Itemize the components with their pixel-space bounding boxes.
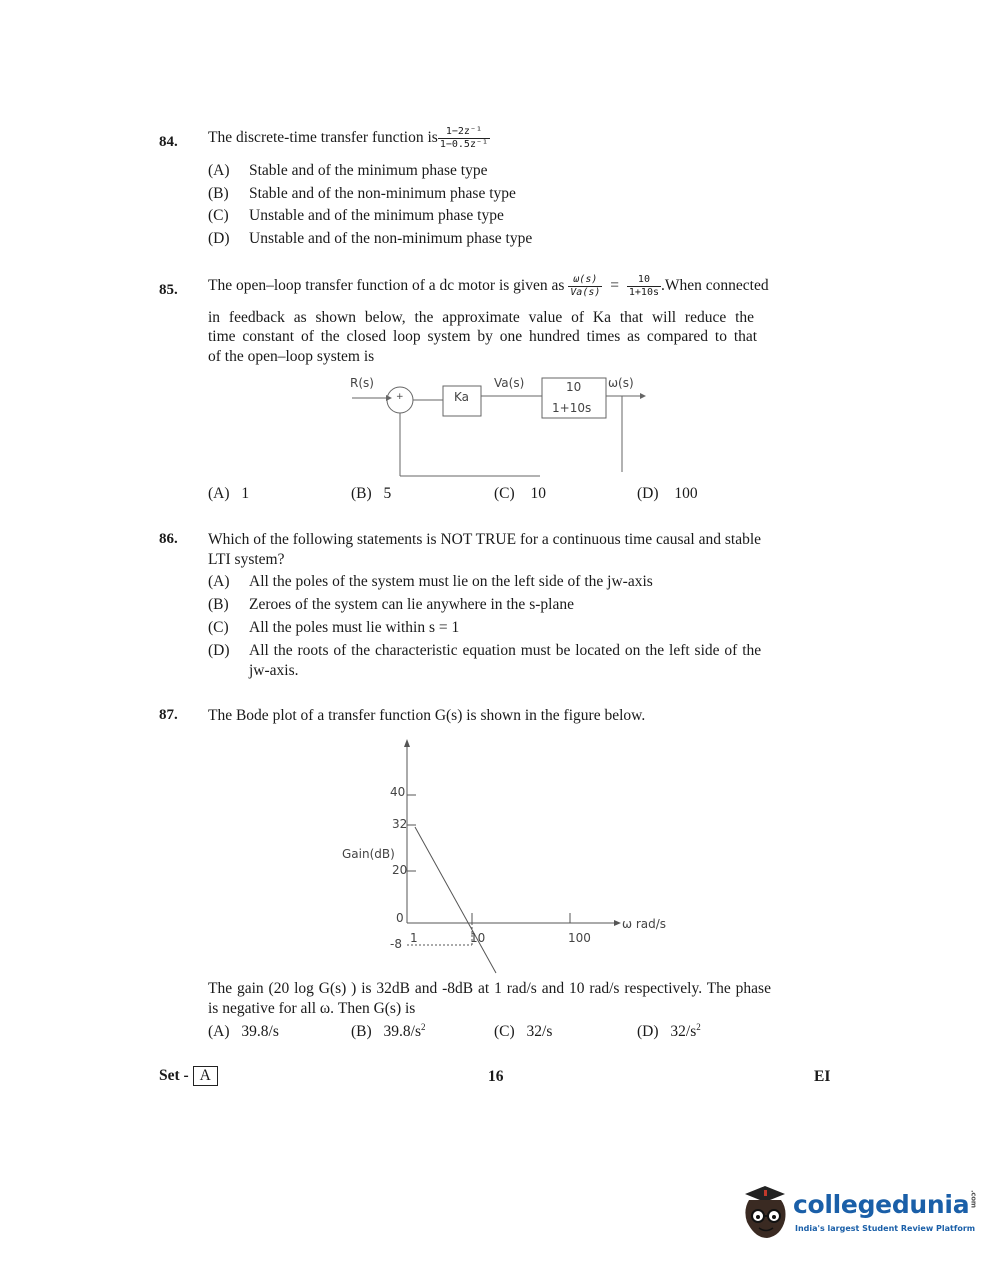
q85-option-b: (B) 5 [351, 485, 392, 502]
plant-denominator: 1+10s [552, 401, 592, 415]
footer-set [159, 1066, 218, 1086]
bode-plot [330, 735, 670, 975]
logo-suffix: .com [969, 1190, 978, 1208]
set-value-box: A [193, 1066, 218, 1086]
ka-label: Ka [454, 390, 470, 404]
r-label: R(s) [350, 376, 374, 390]
q87-stem: The Bode plot of a transfer function G(s) is shown in the figure below. [208, 707, 646, 724]
y-axis-label: Gain(dB) [342, 847, 395, 861]
q84-option-d: (D) Unstable and of the non-minimum phase type [208, 230, 533, 247]
output-label: ω(s) [608, 376, 634, 390]
q87-number: 87. [159, 707, 178, 723]
q84-transfer-function [438, 126, 490, 151]
x-tick-1: 1 [410, 931, 418, 945]
q87-text-line2: is negative for all ω. Then G(s) is [208, 1000, 416, 1017]
q86-stem-line2: LTI system? [208, 551, 285, 568]
q85-option-a: (A) 1 [208, 485, 250, 502]
page-number: 16 [488, 1068, 504, 1085]
q85-stem-line4: of the open–loop system is [208, 348, 375, 365]
q87-option-d: (D) $32/s^2$ [637, 1022, 701, 1041]
q87-option-b: (B) $39.8/s^2$ [351, 1022, 426, 1041]
logo-tagline: India's largest Student Review Platform [795, 1224, 976, 1233]
q84-option-a: (A) Stable and of the minimum phase type [208, 162, 488, 179]
y-tick-32: 32 [392, 817, 408, 831]
y-tick-40: 40 [390, 785, 406, 799]
q85-stem-line2: in feedback as shown below, the approximate value of Ka that will reduce the [208, 309, 755, 326]
sum-sign: + [396, 392, 404, 402]
va-label: Va(s) [494, 376, 525, 390]
q84-number: 84. [159, 134, 178, 150]
q84-tf-denominator: 1−0.5z⁻¹ [439, 139, 489, 150]
logo-wordmark [793, 1190, 977, 1219]
q85-lhs-fraction: $\frac{\omega(s)}{Va(s)}$ [570, 274, 601, 298]
q85-stem-line1 [208, 274, 769, 299]
x-tick-10: 10 [470, 931, 486, 945]
q85-rhs-fraction: $\frac{10}{1+10s}$ [628, 274, 659, 298]
y-tick-minus8: -8 [390, 937, 402, 951]
logo-name: collegedunia [793, 1190, 970, 1219]
q84-tf-numerator: 1−2z⁻¹ [438, 126, 490, 139]
q87-option-a: (A) 39.8/s [208, 1023, 279, 1041]
q86-stem-line1: Which of the following statements is NOT TRUE for a continuous time causal and stable [208, 531, 762, 548]
q85-option-c: (C) 10 [494, 485, 547, 502]
x-axis-label: ω rad/s [622, 917, 667, 931]
q85-stem-line3: time constant of the closed loop system by one hundred times as compared to that [208, 328, 758, 345]
mascot-icon [735, 1180, 795, 1250]
q86-option-c: (C) All the poles must lie within s = 1 [208, 619, 460, 636]
set-prefix: Set - [159, 1067, 189, 1084]
q84-option-b: (B) Stable and of the non-minimum phase type [208, 185, 516, 202]
x-tick-100: 100 [568, 931, 591, 945]
q85-stem-start: The open–loop transfer function of a dc motor is given as [208, 277, 565, 295]
q87-option-c: (C) 32/s [494, 1023, 553, 1041]
q84-stem-text: The discrete-time transfer function is [208, 129, 438, 147]
q86-option-a: (A) All the poles of the system must lie on the left side of the jw-axis [208, 573, 653, 590]
collegedunia-logo [735, 1180, 978, 1250]
plant-numerator: 10 [566, 380, 582, 394]
q86-option-b: (B) Zeroes of the system can lie anywhere in the s-plane [208, 596, 574, 613]
y-tick-20: 20 [392, 863, 408, 877]
q85-stem-end: .When connected [661, 277, 769, 295]
q84-stem [208, 126, 490, 151]
q85-equals: = [610, 277, 620, 295]
q85-number: 85. [159, 282, 178, 298]
gain-line [415, 827, 496, 973]
q87-text-line1: The gain (20 log G(s) ) is 32dB and -8dB at 1 rad/s and 10 rad/s respectively. The phase [208, 980, 771, 997]
y-tick-0: 0 [396, 911, 404, 925]
q84-option-c: (C) Unstable and of the minimum phase type [208, 207, 504, 224]
q86-number: 86. [159, 531, 178, 547]
q85-block-diagram [340, 372, 660, 482]
q86-option-d: (D) All the roots of the characteristic equation must be located on the left side of the [208, 642, 762, 659]
q85-option-d: (D) 100 [637, 485, 698, 502]
footer-code: EI [814, 1068, 831, 1085]
q86-option-d-cont: jw-axis. [249, 662, 299, 679]
